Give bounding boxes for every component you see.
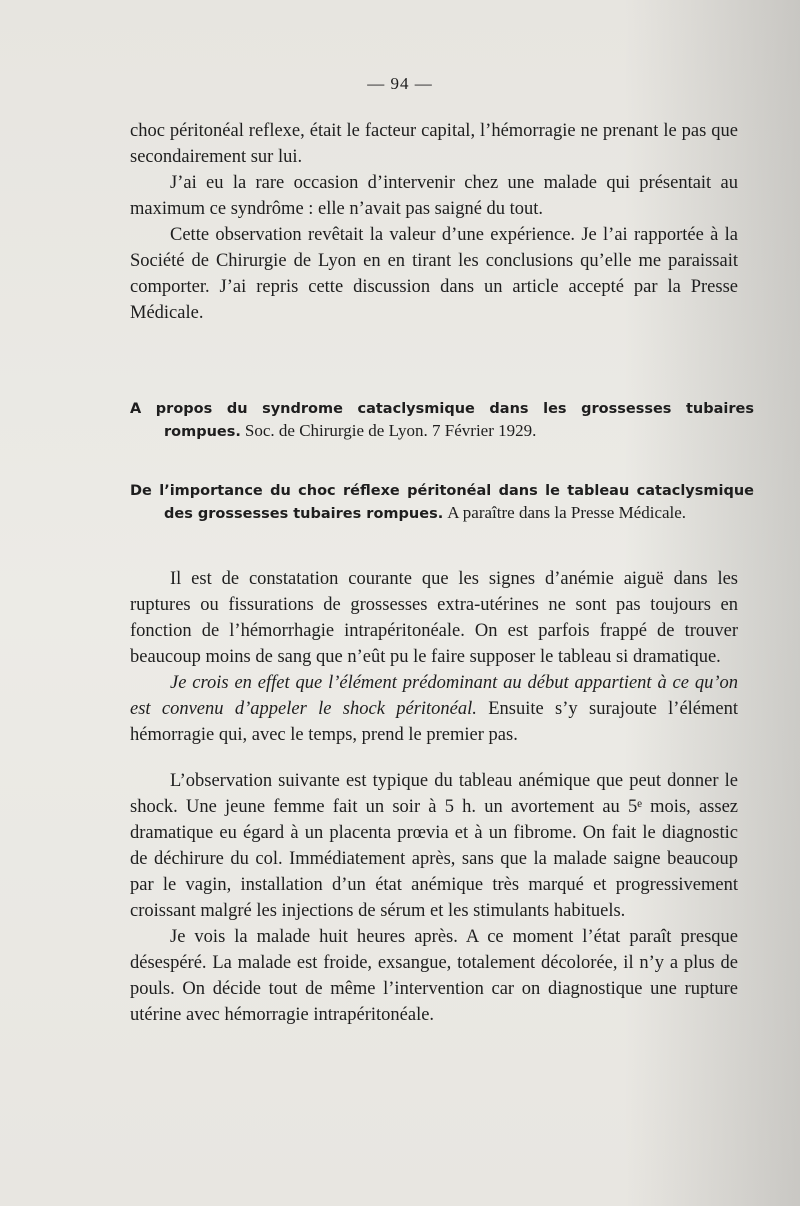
intro-paragraph-1: choc péritonéal reflexe, était le facteur capital, l’hémorragie ne prenant le pas que secondairement sur lui. xyxy=(130,121,738,167)
body-section xyxy=(130,566,738,1028)
intro-section xyxy=(130,118,738,326)
body-paragraph-2-italic: Je crois en effet que l’élément prédominant au début appartient à ce qu’on est convenu d’appeler le shock péritonéal. xyxy=(130,673,738,719)
paragraph-gap xyxy=(130,748,738,768)
publication-title-2: De l’importance du choc réflexe péritonéal dans le tableau cataclysmique des grossesses tubaires rompues. xyxy=(130,483,754,522)
intro-paragraph-2: J’ai eu la rare occasion d’intervenir chez une malade qui présentait au maximum ce syndrôme : elle n’avait pas saigné du tout. xyxy=(130,173,738,219)
body-paragraph-2 xyxy=(130,670,738,748)
publication-title-1: A propos du syndrome cataclysmique dans les grossesses tubaires rompues. xyxy=(130,401,754,440)
body-paragraph-1: Il est de constatation courante que les signes d’anémie aiguë dans les ruptures ou fissurations de grossesses extra-utérines ne sont pas toujours en fonction de l’hémorrhagie intrapéritonéale. On est parfois frappé de trouver beaucoup moins de sang que n’eût pu le faire supposer le tableau si dramatique. xyxy=(130,569,738,667)
body-paragraph-4: Je vois la malade huit heures après. A ce moment l’état paraît presque désespéré. La malade est froide, exsangue, totalement décolorée, il n’y a plus de pouls. On décide tout de même l’intervention car on diagnostique une rupture utérine avec hémorragie intrapéritonéale. xyxy=(130,927,738,1025)
publication-entry-1 xyxy=(130,398,754,443)
publication-entry-2 xyxy=(130,480,754,525)
intro-paragraph-3: Cette observation revêtait la valeur d’une expérience. Je l’ai rapportée à la Société de Chirurgie de Lyon en en tirant les conclusions qu’elle me paraissait comporter. J’ai repris cette discussion dans un article accepté par la Presse Médicale. xyxy=(130,225,738,323)
body-paragraph-3: L’observation suivante est typique du tableau anémique que peut donner le shock. Une jeune femme fait un soir à 5 h. un avortement au 5ᵉ mois, assez dramatique eu égard à un placenta prœvia et à un fibrome. On fait le diagnostic de déchirure du col. Immédiatement après, sans que la malade saigne beaucoup par le vagin, installation d’un état anémique très marqué et progressivement croissant malgré les injections de sérum et les stimulants habituels. xyxy=(130,771,738,921)
body-paragraph-2-rest: Ensuite s’y surajoute l’élément hémorragie qui, avec le temps, prend le premier pas. xyxy=(130,699,738,745)
page-number: — 94 — xyxy=(367,74,433,93)
publication-reference-1: Soc. de Chirurgie de Lyon. 7 Février 1929. xyxy=(244,421,537,440)
publication-reference-2: A paraître dans la Presse Médicale. xyxy=(447,503,687,522)
